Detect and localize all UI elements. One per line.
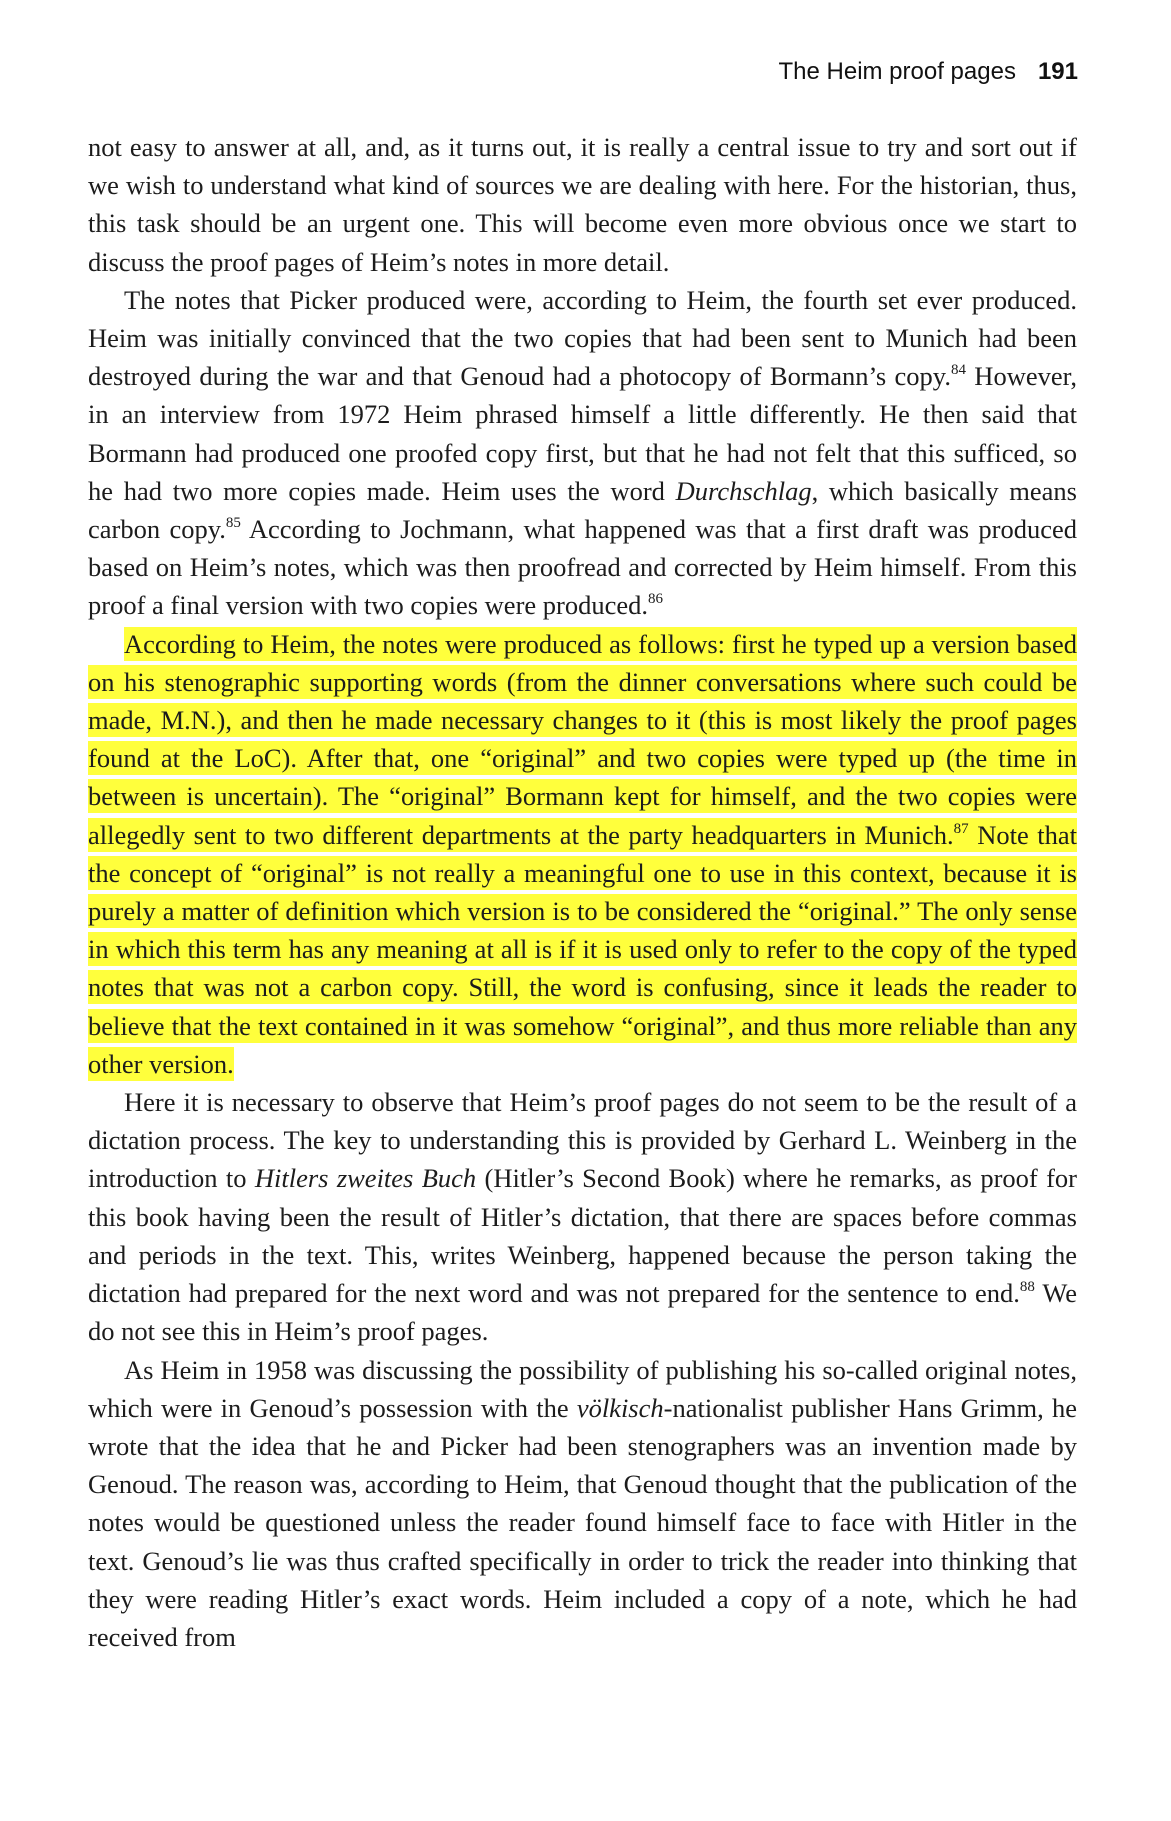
paragraph-3-text-a: According to Heim, the notes were produced as follows: first he typed up a version based on his stenographic supporting words (from the dinner conversations where such could be made, M.N.), and then he made necessary changes to it (this is most likely the proof pages found at the LoC). After that, one “original” and two copies were typed up (the time in between is uncertain). The “original” Bormann kept for himself, and the two copies were allegedly sent to two different departments at the party headquarters in Munich.: [88, 628, 1077, 850]
paragraph-3-highlighted: [88, 625, 1077, 1083]
paragraph-1-text: not easy to answer at all, and, as it turns out, it is really a central issue to try and sort out if we wish to understand what kind of sources we are dealing with here. For the historian, thus, this task should be an urgent one. This will become even more obvious once we start to discuss the proof pages of Heim’s notes in more detail.: [88, 132, 1077, 277]
footnote-ref-84: 84: [950, 362, 966, 379]
paragraph-4-text-a: Here it is necessary to observe that Heim’s proof pages do not seem to be the result of a dictation process. The key to understanding this is provided by Gerhard L. Weinberg in the introduction to: [88, 1087, 1077, 1194]
page-number: 191: [1037, 58, 1078, 85]
paragraph-4-text-c: We do not see this in Heim’s proof pages.: [88, 1278, 1077, 1347]
paragraph-3-text-b: Note that the concept of “original” is not really a meaningful one to use in this context, because it is purely a matter of definition which version is to be considered the “original.” The only sense in which this term has any meaning at all is if it is used only to refer to the copy of the typed notes that was not a carbon copy. Still, the word is confusing, since it leads the reader to believe that the text contained in it was somehow “original”, and thus more reliable than any other version.: [88, 819, 1077, 1079]
italic-term: Durchschlag: [675, 475, 812, 506]
paragraph-2-text-a: The notes that Picker produced were, according to Heim, the fourth set ever produced. Heim was initially convinced that the two copies that had been sent to Munich had been destroyed during the war and that Genoud had a photocopy of Bormann’s copy.: [88, 284, 1077, 392]
paragraph-5-text-a: As Heim in 1958 was discussing the possibility of publishing his so-called original notes, which were in Genoud’s possession with the: [88, 1354, 1077, 1423]
paragraph-4: [88, 1083, 1077, 1350]
footnote-ref-86: 86: [648, 591, 664, 608]
footnote-ref-85: 85: [225, 515, 241, 532]
running-head-title: The Heim proof pages: [778, 58, 1016, 85]
italic-term-voelkisch: völkisch: [576, 1392, 664, 1423]
body-text: [88, 128, 1077, 1656]
paragraph-5: [88, 1351, 1077, 1657]
highlight-mark: [88, 627, 1077, 1081]
italic-book-title: Hitlers zweites Buch: [254, 1163, 477, 1194]
paragraph-2-text-d: According to Jochmann, what happened was that a first draft was produced based on Heim’s notes, which was then proofread and corrected by Heim himself. From this proof a final version with two copies were produced.: [88, 514, 1078, 621]
paragraph-2: [88, 281, 1077, 625]
running-head: [778, 58, 1078, 86]
paragraph-2-text-c: , which basically means carbon copy.: [88, 475, 1077, 545]
paragraph-4-text-b: (Hitler’s Second Book) where he remarks, as proof for this book having been the result of Hitler’s dictation, that there are spaces before commas and periods in the text. This, writes Weinberg, happened because the person taking the dictation had prepared for the next word and was not prepared for the sentence to end.: [88, 1163, 1077, 1309]
footnote-ref-88: 88: [1019, 1279, 1035, 1296]
paragraph-1: [88, 128, 1077, 281]
paragraph-2-text-b: However, in an interview from 1972 Heim phrased himself a little differently. He then said that Bormann had produced one proofed copy first, but that he had not felt that this sufficed, so he had two more copies made. Heim uses the word: [88, 361, 1077, 506]
paragraph-5-text-b: -nationalist publisher Hans Grimm, he wrote that the idea that he and Picker had been stenographers was an invention made by Genoud. The reason was, according to Heim, that Genoud thought that the publication of the notes would be questioned unless the reader found himself face to face with Hitler in the text. Genoud’s lie was thus crafted specifically in order to trick the reader into thinking that they were reading Hitler’s exact words. Heim included a copy of a note, which he had received from: [88, 1392, 1077, 1652]
footnote-ref-87: 87: [953, 820, 969, 837]
